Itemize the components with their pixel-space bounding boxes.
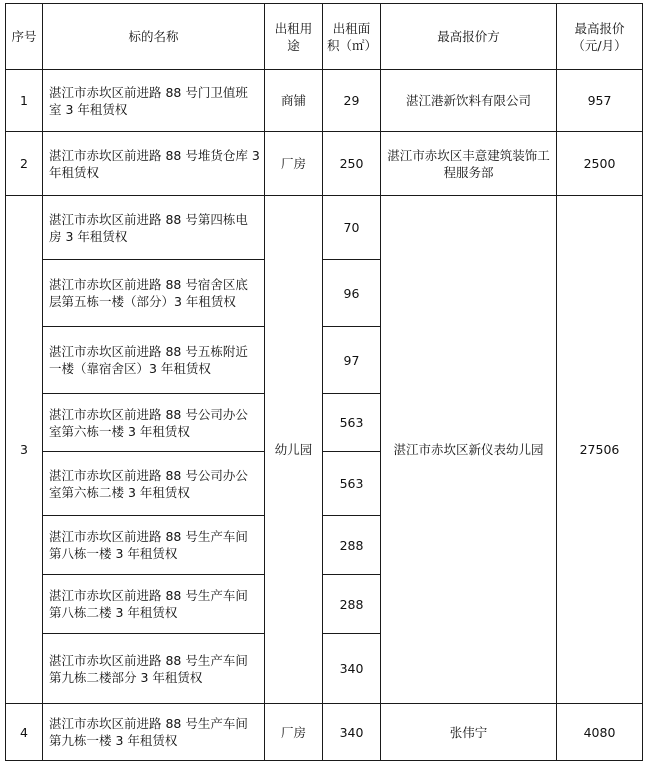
row-seq: 4 <box>6 704 43 761</box>
row-bidder: 张伟宁 <box>381 704 557 761</box>
group-item-name: 湛江市赤坎区前进路 88 号宿舍区底层第五栋一楼（部分）3 年租赁权 <box>43 260 265 327</box>
header-price: 最高报价（元/月） <box>557 4 643 70</box>
row-bidder: 湛江市赤坎区丰意建筑装饰工程服务部 <box>381 132 557 196</box>
row-area: 340 <box>323 704 381 761</box>
row-area: 250 <box>323 132 381 196</box>
row-name: 湛江市赤坎区前进路 88 号门卫值班室 3 年租赁权 <box>43 70 265 132</box>
group-item-name: 湛江市赤坎区前进路 88 号公司办公室第六栋二楼 3 年租赁权 <box>43 452 265 516</box>
row-seq: 2 <box>6 132 43 196</box>
group-item-area: 288 <box>323 516 381 575</box>
row-seq: 1 <box>6 70 43 132</box>
table-row <box>6 70 643 132</box>
header-name: 标的名称 <box>43 4 265 70</box>
header-bidder: 最高报价方 <box>381 4 557 70</box>
row-name: 湛江市赤坎区前进路 88 号堆货仓库 3 年租赁权 <box>43 132 265 196</box>
group-item-name: 湛江市赤坎区前进路 88 号公司办公室第六栋一楼 3 年租赁权 <box>43 394 265 452</box>
group-item-name: 湛江市赤坎区前进路 88 号生产车间第八栋一楼 3 年租赁权 <box>43 516 265 575</box>
header-area: 出租面积（㎡） <box>323 4 381 70</box>
row-use: 厂房 <box>265 704 323 761</box>
row-price: 4080 <box>557 704 643 761</box>
group-seq: 3 <box>6 196 43 704</box>
row-area: 29 <box>323 70 381 132</box>
row-bidder: 湛江港新饮料有限公司 <box>381 70 557 132</box>
row-price: 957 <box>557 70 643 132</box>
row-name: 湛江市赤坎区前进路 88 号生产车间第九栋一楼 3 年租赁权 <box>43 704 265 761</box>
group-item-name: 湛江市赤坎区前进路 88 号第四栋电房 3 年租赁权 <box>43 196 265 260</box>
row-price: 2500 <box>557 132 643 196</box>
group-item-area: 96 <box>323 260 381 327</box>
group-item-name: 湛江市赤坎区前进路 88 号生产车间第八栋二楼 3 年租赁权 <box>43 575 265 634</box>
group-use: 幼儿园 <box>265 196 323 704</box>
row-use: 商铺 <box>265 70 323 132</box>
table-row <box>6 196 643 260</box>
table-row <box>6 132 643 196</box>
group-item-area: 97 <box>323 327 381 394</box>
table-row <box>6 704 643 761</box>
group-item-area: 288 <box>323 575 381 634</box>
group-item-area: 70 <box>323 196 381 260</box>
group-bidder: 湛江市赤坎区新仪表幼儿园 <box>381 196 557 704</box>
lease-results-table <box>5 3 643 761</box>
group-item-area: 563 <box>323 452 381 516</box>
group-price: 27506 <box>557 196 643 704</box>
group-item-area: 340 <box>323 634 381 704</box>
row-use: 厂房 <box>265 132 323 196</box>
header-use: 出租用途 <box>265 4 323 70</box>
group-item-name: 湛江市赤坎区前进路 88 号生产车间第九栋二楼部分 3 年租赁权 <box>43 634 265 704</box>
group-item-area: 563 <box>323 394 381 452</box>
header-row <box>6 4 643 70</box>
group-item-name: 湛江市赤坎区前进路 88 号五栋附近一楼（靠宿舍区）3 年租赁权 <box>43 327 265 394</box>
header-seq: 序号 <box>6 4 43 70</box>
